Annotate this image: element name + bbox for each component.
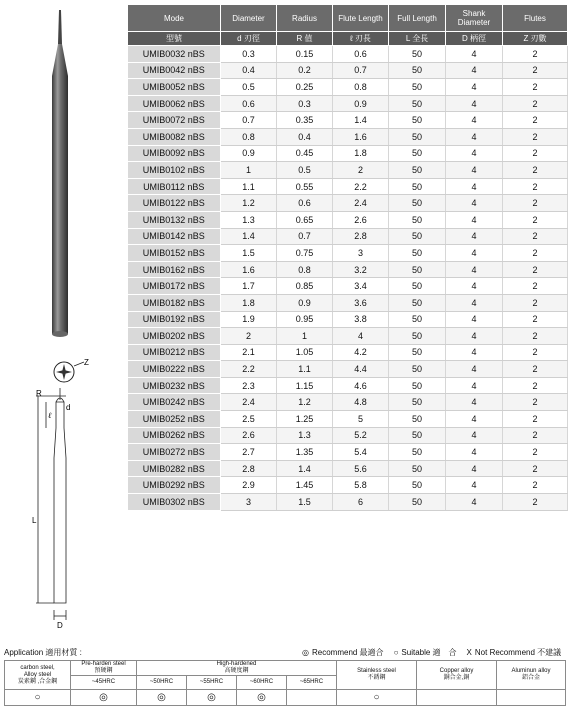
value-cell: 0.6 [277, 195, 333, 212]
column-header: Flute Length [333, 5, 389, 32]
full-length-label: L [32, 516, 37, 525]
model-cell: UMIB0142 nBS [128, 228, 221, 245]
rating-cell: ◎ [237, 690, 287, 706]
column-subheader: ℓ 刃長 [333, 32, 389, 46]
value-cell: 1.1 [277, 361, 333, 378]
material-carbon: carbon steel, Alloy steel 炭素鋼 ,合金鋼 [5, 661, 71, 690]
column-header: Full Length [389, 5, 446, 32]
value-cell: 50 [389, 128, 446, 145]
value-cell: 2 [503, 394, 568, 411]
value-cell: 50 [389, 79, 446, 96]
legend-recommend-label: Recommend 最適合 [311, 648, 384, 657]
model-cell: UMIB0182 nBS [128, 294, 221, 311]
value-cell: 2.3 [221, 377, 277, 394]
model-cell: UMIB0282 nBS [128, 460, 221, 477]
value-cell: 0.3 [221, 46, 277, 63]
value-cell: 1.2 [277, 394, 333, 411]
value-cell: 50 [389, 211, 446, 228]
value-cell: 0.5 [277, 162, 333, 179]
table-row [128, 278, 568, 295]
value-cell: 2 [503, 145, 568, 162]
value-cell: 4 [446, 245, 503, 262]
value-cell: 1.9 [221, 311, 277, 328]
z-label: Z [84, 358, 89, 367]
value-cell: 0.75 [277, 245, 333, 262]
column-header: Diameter [221, 5, 277, 32]
value-cell: 5.4 [333, 444, 389, 461]
value-cell: 5.6 [333, 460, 389, 477]
value-cell: 2 [503, 228, 568, 245]
value-cell: 4 [446, 228, 503, 245]
value-cell: 4 [446, 344, 503, 361]
value-cell: 2 [503, 377, 568, 394]
table-row [128, 178, 568, 195]
legend-suitable [394, 647, 457, 658]
value-cell: 1.1 [221, 178, 277, 195]
value-cell: 0.9 [277, 294, 333, 311]
value-cell: 50 [389, 245, 446, 262]
value-cell: 1.6 [221, 261, 277, 278]
value-cell: 50 [389, 377, 446, 394]
rating-cell: ◎ [71, 690, 137, 706]
tool-photo [40, 4, 80, 344]
value-cell: 4.2 [333, 344, 389, 361]
value-cell: 2 [503, 79, 568, 96]
value-cell: 2.8 [221, 460, 277, 477]
value-cell: 50 [389, 278, 446, 295]
side-view-drawing [20, 388, 90, 628]
model-cell: UMIB0052 nBS [128, 79, 221, 96]
table-row [128, 361, 568, 378]
value-cell: 0.35 [277, 112, 333, 129]
rating-cell: ○ [5, 690, 71, 706]
value-cell: 0.85 [277, 278, 333, 295]
hrc-65: ~65HRC [287, 676, 337, 690]
table-row [128, 245, 568, 262]
table-row [128, 112, 568, 129]
table-row [128, 394, 568, 411]
value-cell: 5.8 [333, 477, 389, 494]
model-cell: UMIB0252 nBS [128, 411, 221, 428]
value-cell: 1.3 [221, 211, 277, 228]
value-cell: 4.4 [333, 361, 389, 378]
value-cell: 4 [446, 145, 503, 162]
value-cell: 50 [389, 112, 446, 129]
model-cell: UMIB0212 nBS [128, 344, 221, 361]
model-cell: UMIB0132 nBS [128, 211, 221, 228]
d-small-label: d [66, 403, 71, 412]
value-cell: 50 [389, 361, 446, 378]
value-cell: 4 [446, 46, 503, 63]
value-cell: 50 [389, 145, 446, 162]
legend-not-recommend [467, 647, 562, 658]
value-cell: 4 [446, 95, 503, 112]
value-cell: 5.2 [333, 427, 389, 444]
value-cell: 0.95 [277, 311, 333, 328]
value-cell: 2 [503, 294, 568, 311]
value-cell: 3.8 [333, 311, 389, 328]
table-row [128, 79, 568, 96]
value-cell: 2 [503, 444, 568, 461]
value-cell: 50 [389, 427, 446, 444]
value-cell: 2 [503, 494, 568, 511]
model-cell: UMIB0042 nBS [128, 62, 221, 79]
column-header: Flutes [503, 5, 568, 32]
column-subheader: Z 刃數 [503, 32, 568, 46]
value-cell: 2 [503, 261, 568, 278]
table-row [128, 427, 568, 444]
column-subheader: 型號 [128, 32, 221, 46]
prehardened-hrc: ~45HRC [71, 676, 137, 690]
value-cell: 0.25 [277, 79, 333, 96]
value-cell: 4 [446, 311, 503, 328]
value-cell: 50 [389, 328, 446, 345]
table-row [128, 411, 568, 428]
shank-diameter-label: D [57, 621, 63, 628]
legend-recommend [302, 647, 384, 658]
value-cell: 4 [446, 328, 503, 345]
value-cell: 0.7 [277, 228, 333, 245]
value-cell: 50 [389, 228, 446, 245]
value-cell: 2.4 [333, 195, 389, 212]
model-cell: UMIB0092 nBS [128, 145, 221, 162]
value-cell: 4 [446, 411, 503, 428]
value-cell: 2 [503, 178, 568, 195]
value-cell: 4 [446, 112, 503, 129]
material-copper: Copper alloy 銅合金,銅 [417, 661, 497, 690]
value-cell: 0.2 [277, 62, 333, 79]
value-cell: 50 [389, 261, 446, 278]
value-cell: 50 [389, 460, 446, 477]
value-cell: 2 [503, 46, 568, 63]
value-cell: 0.4 [277, 128, 333, 145]
value-cell: 50 [389, 95, 446, 112]
value-cell: 2 [503, 344, 568, 361]
value-cell: 1.35 [277, 444, 333, 461]
table-row [128, 377, 568, 394]
model-cell: UMIB0072 nBS [128, 112, 221, 129]
table-row [128, 46, 568, 63]
model-cell: UMIB0262 nBS [128, 427, 221, 444]
recommend-symbol: ◎ [302, 648, 309, 657]
value-cell: 2.5 [221, 411, 277, 428]
value-cell: 4 [446, 278, 503, 295]
table-row [128, 328, 568, 345]
value-cell: 1.7 [221, 278, 277, 295]
column-subheader: D 柄徑 [446, 32, 503, 46]
model-cell: UMIB0062 nBS [128, 95, 221, 112]
rating-row [5, 690, 566, 706]
value-cell: 4.6 [333, 377, 389, 394]
value-cell: 6 [333, 494, 389, 511]
value-cell: 3 [221, 494, 277, 511]
value-cell: 0.6 [221, 95, 277, 112]
value-cell: 4 [446, 62, 503, 79]
value-cell: 1.45 [277, 477, 333, 494]
value-cell: 0.7 [221, 112, 277, 129]
value-cell: 1.25 [277, 411, 333, 428]
model-cell: UMIB0192 nBS [128, 311, 221, 328]
value-cell: 0.9 [221, 145, 277, 162]
value-cell: 0.7 [333, 62, 389, 79]
table-row [128, 211, 568, 228]
rating-cell [497, 690, 566, 706]
end-view-drawing [44, 352, 96, 392]
model-cell: UMIB0102 nBS [128, 162, 221, 179]
value-cell: 50 [389, 46, 446, 63]
table-row [128, 162, 568, 179]
application-title: Application 適用材質 : [4, 648, 82, 657]
value-cell: 4.8 [333, 394, 389, 411]
value-cell: 4 [446, 477, 503, 494]
value-cell: 4 [446, 178, 503, 195]
value-cell: 2 [503, 427, 568, 444]
value-cell: 2 [503, 62, 568, 79]
material-high-hardened: High-hardened 高硬度鋼 [137, 661, 337, 676]
value-cell: 3.4 [333, 278, 389, 295]
application-table [4, 660, 566, 706]
spec-table [127, 4, 568, 511]
value-cell: 2 [503, 411, 568, 428]
value-cell: 0.55 [277, 178, 333, 195]
value-cell: 2 [503, 328, 568, 345]
model-cell: UMIB0302 nBS [128, 494, 221, 511]
column-header: Shank Diameter [446, 5, 503, 32]
value-cell: 2.4 [221, 394, 277, 411]
value-cell: 1.8 [221, 294, 277, 311]
spec-body [128, 46, 568, 511]
value-cell: 2.7 [221, 444, 277, 461]
rating-cell [417, 690, 497, 706]
value-cell: 2 [503, 278, 568, 295]
value-cell: 4 [446, 377, 503, 394]
value-cell: 1.4 [277, 460, 333, 477]
table-row [128, 344, 568, 361]
column-subheader: L 全長 [389, 32, 446, 46]
value-cell: 0.8 [333, 79, 389, 96]
value-cell: 50 [389, 178, 446, 195]
value-cell: 50 [389, 311, 446, 328]
value-cell: 3 [333, 245, 389, 262]
material-aluminum: Aluminun alloy 鋁合金 [497, 661, 566, 690]
model-cell: UMIB0172 nBS [128, 278, 221, 295]
value-cell: 2 [503, 245, 568, 262]
table-row [128, 477, 568, 494]
value-cell: 2 [503, 311, 568, 328]
column-header: Mode [128, 5, 221, 32]
value-cell: 4 [446, 494, 503, 511]
material-stainless: Stainless steel 不銹鋼 [337, 661, 417, 690]
model-cell: UMIB0162 nBS [128, 261, 221, 278]
value-cell: 4 [446, 444, 503, 461]
value-cell: 4 [446, 211, 503, 228]
table-row [128, 228, 568, 245]
table-row [128, 145, 568, 162]
value-cell: 0.45 [277, 145, 333, 162]
value-cell: 0.65 [277, 211, 333, 228]
model-cell: UMIB0272 nBS [128, 444, 221, 461]
value-cell: 50 [389, 162, 446, 179]
value-cell: 4 [446, 195, 503, 212]
value-cell: 2 [221, 328, 277, 345]
model-cell: UMIB0152 nBS [128, 245, 221, 262]
value-cell: 2.9 [221, 477, 277, 494]
rating-cell: ○ [337, 690, 417, 706]
model-cell: UMIB0032 nBS [128, 46, 221, 63]
value-cell: 2 [503, 195, 568, 212]
value-cell: 5 [333, 411, 389, 428]
value-cell: 2 [503, 477, 568, 494]
material-prehardened: Pre-harden steel 預硬鋼 [71, 661, 137, 676]
flute-length-label: ℓ [48, 411, 52, 420]
legend-suitable-label: Suitable 適 合 [401, 648, 457, 657]
value-cell: 0.8 [221, 128, 277, 145]
value-cell: 2.2 [333, 178, 389, 195]
value-cell: 1.05 [277, 344, 333, 361]
table-row [128, 261, 568, 278]
table-row [128, 460, 568, 477]
value-cell: 2 [503, 162, 568, 179]
value-cell: 4 [446, 128, 503, 145]
model-cell: UMIB0292 nBS [128, 477, 221, 494]
value-cell: 4 [446, 294, 503, 311]
value-cell: 0.3 [277, 95, 333, 112]
hrc-55: ~55HRC [187, 676, 237, 690]
rating-cell [287, 690, 337, 706]
value-cell: 2.6 [333, 211, 389, 228]
column-subheader: R 值 [277, 32, 333, 46]
value-cell: 1.5 [277, 494, 333, 511]
value-cell: 2 [503, 95, 568, 112]
value-cell: 2 [503, 211, 568, 228]
value-cell: 1 [221, 162, 277, 179]
value-cell: 50 [389, 444, 446, 461]
model-cell: UMIB0122 nBS [128, 195, 221, 212]
table-row [128, 128, 568, 145]
r-label: R [36, 389, 42, 398]
suitable-symbol: ○ [393, 648, 399, 657]
legend-not-recommend-label: Not Recommend 不建議 [474, 648, 562, 657]
value-cell: 4 [446, 361, 503, 378]
value-cell: 50 [389, 477, 446, 494]
table-row [128, 62, 568, 79]
value-cell: 2.2 [221, 361, 277, 378]
value-cell: 0.9 [333, 95, 389, 112]
value-cell: 0.15 [277, 46, 333, 63]
value-cell: 2 [503, 460, 568, 477]
subheader-row [128, 32, 568, 46]
value-cell: 2.8 [333, 228, 389, 245]
value-cell: 2 [503, 361, 568, 378]
header-row [128, 5, 568, 32]
value-cell: 4 [446, 460, 503, 477]
value-cell: 50 [389, 195, 446, 212]
value-cell: 50 [389, 294, 446, 311]
value-cell: 1.2 [221, 195, 277, 212]
value-cell: 0.6 [333, 46, 389, 63]
value-cell: 0.8 [277, 261, 333, 278]
hrc-50: ~50HRC [137, 676, 187, 690]
hrc-60: ~60HRC [237, 676, 287, 690]
value-cell: 50 [389, 411, 446, 428]
legend [302, 647, 561, 658]
table-row [128, 294, 568, 311]
value-cell: 3.6 [333, 294, 389, 311]
rating-cell: ◎ [187, 690, 237, 706]
value-cell: 50 [389, 494, 446, 511]
model-cell: UMIB0202 nBS [128, 328, 221, 345]
model-cell: UMIB0232 nBS [128, 377, 221, 394]
model-cell: UMIB0222 nBS [128, 361, 221, 378]
table-row [128, 195, 568, 212]
value-cell: 2 [503, 128, 568, 145]
model-cell: UMIB0082 nBS [128, 128, 221, 145]
value-cell: 1.5 [221, 245, 277, 262]
value-cell: 2 [333, 162, 389, 179]
table-row [128, 444, 568, 461]
model-cell: UMIB0112 nBS [128, 178, 221, 195]
value-cell: 4 [446, 261, 503, 278]
value-cell: 1.4 [221, 228, 277, 245]
value-cell: 2 [503, 112, 568, 129]
table-row [128, 311, 568, 328]
table-row [128, 95, 568, 112]
value-cell: 4 [446, 394, 503, 411]
rating-cell: ◎ [137, 690, 187, 706]
value-cell: 1.3 [277, 427, 333, 444]
value-cell: 0.5 [221, 79, 277, 96]
value-cell: 4 [333, 328, 389, 345]
value-cell: 50 [389, 344, 446, 361]
value-cell: 1 [277, 328, 333, 345]
value-cell: 3.2 [333, 261, 389, 278]
value-cell: 0.4 [221, 62, 277, 79]
table-row [128, 494, 568, 511]
value-cell: 50 [389, 394, 446, 411]
not-recommend-symbol: X [466, 648, 472, 657]
value-cell: 1.8 [333, 145, 389, 162]
value-cell: 4 [446, 162, 503, 179]
value-cell: 50 [389, 62, 446, 79]
value-cell: 1.6 [333, 128, 389, 145]
value-cell: 4 [446, 427, 503, 444]
value-cell: 2.1 [221, 344, 277, 361]
value-cell: 4 [446, 79, 503, 96]
column-subheader: d 刃徑 [221, 32, 277, 46]
value-cell: 2.6 [221, 427, 277, 444]
model-cell: UMIB0242 nBS [128, 394, 221, 411]
column-header: Radius [277, 5, 333, 32]
value-cell: 1.4 [333, 112, 389, 129]
value-cell: 1.15 [277, 377, 333, 394]
